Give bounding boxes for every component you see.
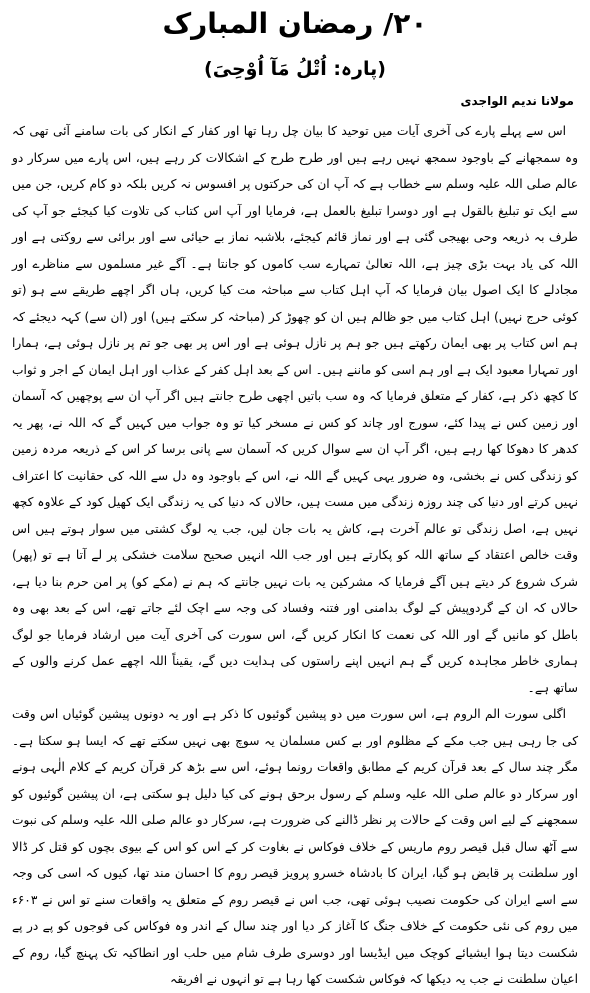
body-paragraph: اگلی سورت الم الروم ہے، اس سورت میں دو پیشین گوئیوں کا ذکر ہے اور یہ دونوں پیشین گوئیاں اس وقت کی جا رہی ہیں جب مکے کے مظلوم اور بے کس مسلمان یہ سوچ بھی نہیں سکتے تھے کہ ایسا ہو سکتا ہے۔ مگر چند سال کے بعد قرآن کریم کے مطابق واقعات رونما ہوئے، اس سے بڑھ کر قرآن کریم کے کلام الٰہی ہونے اور سرکار دو عالم صلی اللہ علیہ وسلم کے رسول برحق ہونے کی کیا دلیل ہو سکتی ہے، ان پیشین گوئیوں کو سمجھنے کے لیے اس وقت کے حالات پر نظر ڈالنے کی ضرورت ہے، سرکار دو عالم صلی اللہ علیہ وسلم کی نبوت سے آٹھ سال قبل قیصر روم ماریس کے خلاف فوکاس نے بغاوت کر کے اس کو اس کے بیوی بچوں کو قتل کر ڈالا اور سلطنت پر قابض ہو گیا، ایران کا بادشاہ خسرو پرویز قیصر روم کا احسان مند تھا، کیوں کہ اسی کی وجہ سے اسے ایران کی حکومت نصیب ہوئی تھی، جب اس نے قیصر روم کے متعلق یہ واقعات سنے تو اس نے ۶۰۳ء میں روم کی نئی حکومت کے خلاف جنگ کا آغاز کر دیا اور چند سال کے اندر وہ فوکاس کی فوجوں کو پے در پے شکست دیتا ہوا ایشیائے کوچک میں ایڈیسا اور دوسری طرف شام میں حلب اور انطاکیہ تک پہنچ گیا، روم کے اعیان سلطنت نے جب یہ دیکھا کہ فوکاس شکست کھا رہا ہے تو انہوں نے افریقہ bbox=[12, 707, 578, 986]
article-title: ۲۰/ رمضان المبارک bbox=[162, 7, 428, 40]
body-paragraph: اس سے پہلے پارے کی آخری آیات میں توحید کا بیان چل رہا تھا اور کفار کے انکار کی بات سامنے آئی تھی کہ وہ سمجھانے کے باوجود سمجھ نہیں رہے ہیں اور طرح طرح کے اشکالات کر رہے ہیں، اس پارے میں سرکار دو عالم صلی اللہ علیہ وسلم سے خطاب ہے کہ آپ ان کی حرکتوں پر افسوس نہ کریں بلکہ دو کام کریں، جن میں سے ایک تو تبلیغ بالقول ہے اور دوسرا تبلیغ بالعمل ہے، فرمایا اور آپ اس کتاب کی تلاوت کیا کیجئے جو آپ کی طرف بہ ذریعہ وحی بھیجی گئی ہے اور نماز قائم کیجئے، بلاشبہ نماز بے حیائی سے اور برائی سے روکتی ہے اور اللہ کی یاد بہت بڑی چیز ہے، اللہ تعالیٰ تمہارے سب کاموں کو جانتا ہے۔ آگے غیر مسلموں سے مناظرے اور مجادلے کا ایک اصول بیان فرمایا کہ آپ اہل کتاب سے مباحثہ مت کیا کریں، ہاں اگر اچھے طریقے سے ہو (تو کوئی حرج نہیں) اہل کتاب میں جو ظالم ہیں ان کو چھوڑ کر (مباحثہ کر سکتے ہیں) اور (ان سے) کہہ دیجئے کہ ہم اس کتاب پر بھی ایمان رکھتے ہیں جو ہم پر نازل ہوئی ہے اور اس پر بھی جو تم پر نازل ہوئی ہے، ہمارا اور تمہارا معبود ایک ہے اور ہم اسی کو ماننے ہیں۔ اس کے بعد اہل کفر کے عذاب اور اہل ایمان کے اجر و ثواب کا کچھ ذکر ہے، کفار کے متعلق فرمایا کہ وہ سب باتیں اچھی طرح جانتے ہیں اگر آپ ان سے پوچھیں کہ آسمان اور زمین کس نے پیدا کئے، سورج اور چاند کو کس نے مسخر کیا تو وہ جواب میں کہیں گے کہ اللہ نے، پھر یہ کدھر کا دھوکا کھا رہے ہیں، اگر آپ ان سے سوال کریں کہ آسمان سے پانی برسا کر اس کے ذریعہ مردہ زمین کو زندگی کس نے بخشی، وہ ضرور یہی کہیں گے اللہ نے، اس کے باوجود وہ دل سے اللہ کی حقانیت کا اعتراف نہیں کرتے اور دنیا کی چند روزہ زندگی میں مست ہیں، حالاں کہ دنیا کی یہ زندگی ایک کھیل کود کے علاوہ کچھ نہیں ہے، اصل زندگی تو عالم آخرت ہے، کاش یہ بات جان لیں، جب یہ لوگ کشتی میں سوار ہوتے ہیں اس وقت خالص اعتقاد کے ساتھ اللہ کو پکارتے ہیں اور جب اللہ انہیں صحیح سلامت خشکی پر لے آتا ہے تو (پھر) شرک شروع کر دیتے ہیں آگے فرمایا کہ مشرکین یہ بات نہیں جانتے کہ ہم نے (مکے کو) پر امن حرم بنا دیا ہے، حالاں کہ ان کے گردوپیش کے لوگ بدامنی اور فتنہ وفساد کی وجہ سے اچک لئے جاتے تھے، اس کے بعد بھی وہ باطل کو مانیں گے اور اللہ کی نعمت کا انکار کریں گے، اس سورت کی آخری آیت میں ارشاد فرمایا جو لوگ ہماری خاطر مجاہدہ کریں گے ہم انہیں اپنے راستوں کی ہدایت دیں گے، یقیناً اللہ اچھے عمل کرنے والوں کے ساتھ ہے۔ bbox=[12, 124, 578, 695]
article-subtitle: (پارہ: اُتْلُ مَآ اُوْحِیَ) bbox=[204, 58, 386, 80]
author-name: مولانا ندیم الواجدی bbox=[460, 94, 574, 108]
article-body bbox=[12, 118, 578, 986]
